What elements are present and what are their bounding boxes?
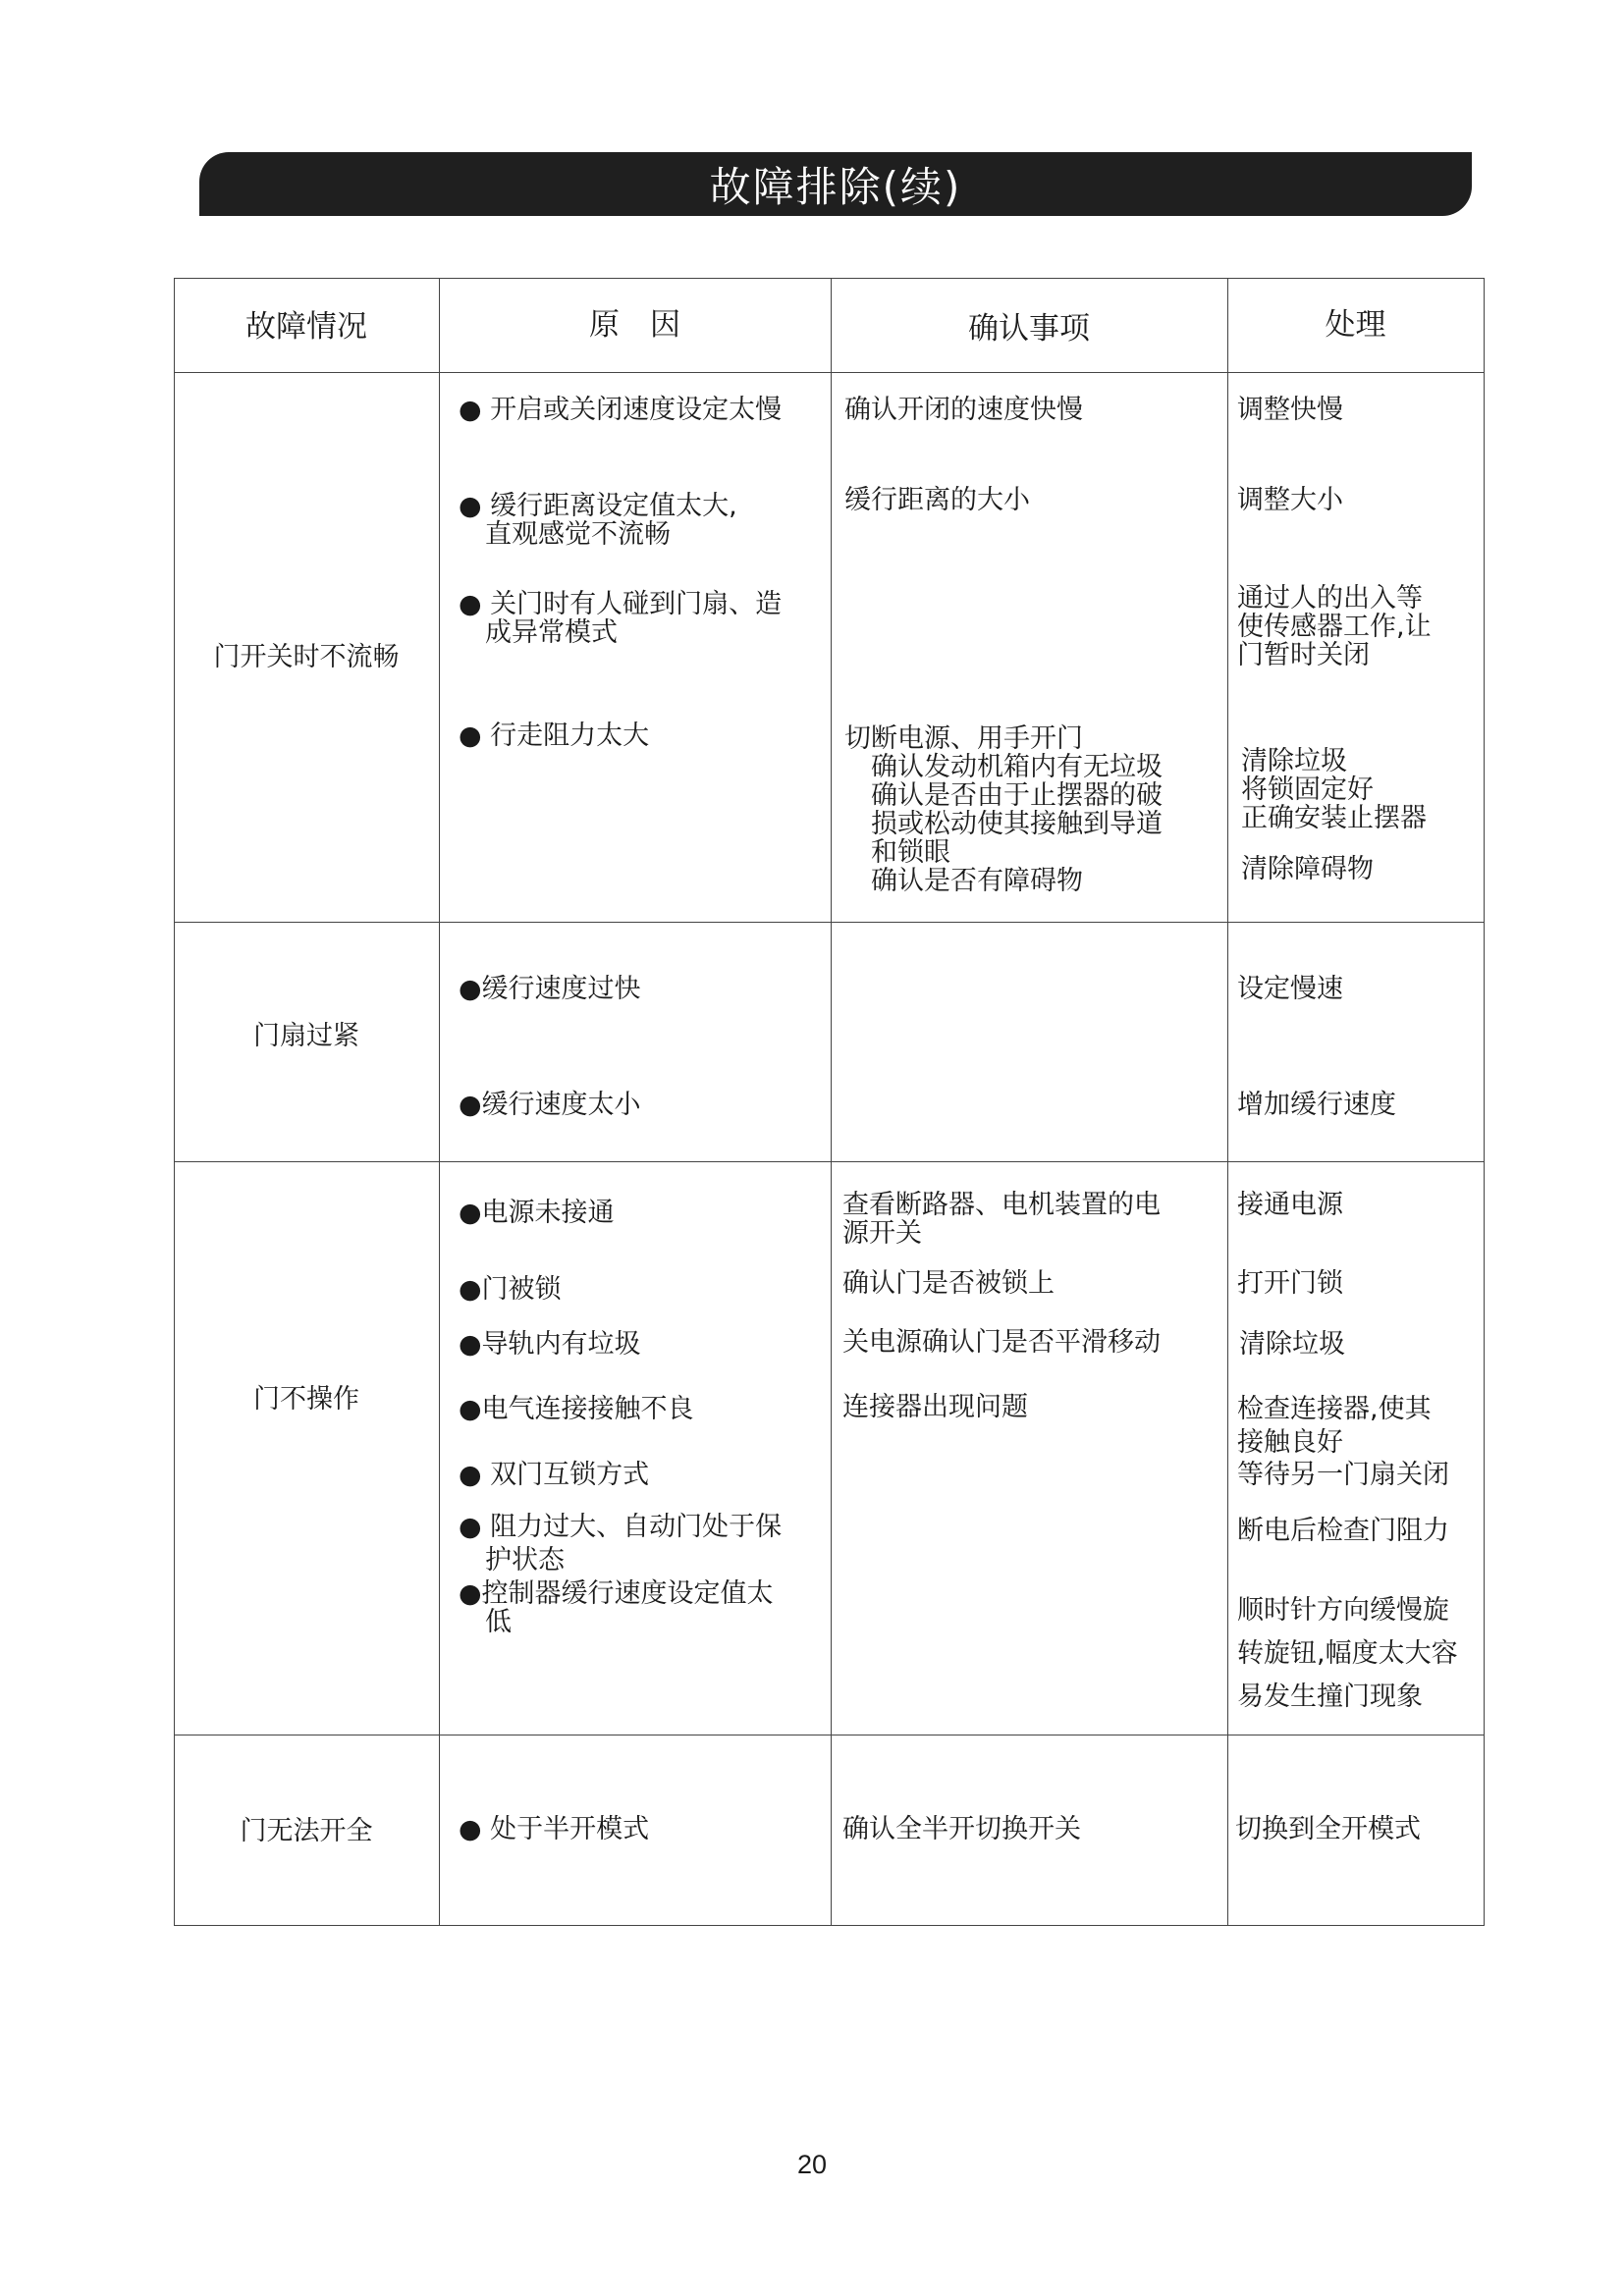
cause-item: ● 处于半开模式 [459, 1814, 650, 1844]
remedy-item: 增加缓行速度 [1237, 1090, 1396, 1120]
remedy-item: 清除垃圾 将锁固定好 正确安装止摆器 [1241, 746, 1427, 833]
check-item: 关电源确认门是否平滑移动 [842, 1327, 1161, 1358]
symptom-cell: 门无法开全 [240, 1816, 373, 1846]
header-check: 确认事项 [968, 311, 1090, 347]
page-number: 20 [796, 2150, 828, 2179]
check-item: 确认全半开切换开关 [842, 1814, 1081, 1844]
remedy-item: 顺时针方向缓慢旋 转旋钮,幅度太大容 易发生撞门现象 [1237, 1595, 1458, 1712]
cause-item: ●电气连接接触不良 [459, 1394, 694, 1424]
cause-item: ●缓行速度过快 [459, 974, 641, 1004]
remedy-item: 通过人的出入等 使传感器工作,让 门暂时关闭 [1237, 583, 1432, 670]
check-item: 切断电源、用手开门 确认发动机箱内有无垃圾 确认是否由于止摆器的破 损或松动使其接触到导道 和锁眼 确认是否有障碍物 [844, 723, 1163, 896]
cause-item: ● 双门互锁方式 [459, 1460, 650, 1490]
troubleshooting-table [174, 278, 1485, 1926]
symptom-cell: 门开关时不流畅 [213, 642, 400, 672]
remedy-item: 打开门锁 [1237, 1268, 1343, 1299]
remedy-item: 设定慢速 [1237, 974, 1343, 1004]
cause-item: ● 关门时有人碰到门扇、造 成异常模式 [459, 589, 783, 648]
header-cause: 原 因 [589, 307, 680, 343]
title-banner [199, 152, 1472, 216]
symptom-cell: 门扇过紧 [253, 1021, 359, 1051]
remedy-item: 清除垃圾 [1239, 1329, 1345, 1360]
cause-item: ● 缓行距离设定值太大, 直观感觉不流畅 [459, 491, 737, 550]
check-item: 连接器出现问题 [842, 1392, 1028, 1422]
check-item: 确认门是否被锁上 [842, 1268, 1055, 1299]
remedy-item: 清除障碍物 [1241, 854, 1374, 884]
cause-item: ●门被锁 [459, 1274, 562, 1305]
cause-item: ●缓行速度太小 [459, 1090, 641, 1120]
check-item: 确认开闭的速度快慢 [844, 395, 1083, 425]
check-item: 缓行距离的大小 [844, 485, 1030, 515]
cause-item: ●控制器缓行速度设定值太 低 [459, 1578, 774, 1637]
check-item: 查看断路器、电机装置的电 源开关 [842, 1190, 1161, 1249]
remedy-item: 调整快慢 [1237, 395, 1343, 425]
remedy-item: 调整大小 [1237, 485, 1343, 515]
remedy-item: 等待另一门扇关闭 [1237, 1460, 1449, 1490]
cause-item: ● 阻力过大、自动门处于保 护状态 [459, 1512, 783, 1575]
remedy-item: 接通电源 [1237, 1190, 1343, 1220]
remedy-item: 断电后检查门阻力 [1237, 1516, 1449, 1546]
cause-item: ● 行走阻力太大 [459, 721, 650, 751]
cause-item: ●导轨内有垃圾 [459, 1329, 641, 1360]
cause-item: ●电源未接通 [459, 1198, 615, 1228]
cause-item: ● 开启或关闭速度设定太慢 [459, 395, 783, 425]
symptom-cell: 门不操作 [253, 1384, 359, 1415]
remedy-item: 切换到全开模式 [1235, 1814, 1421, 1844]
remedy-item: 检查连接器,使其 接触良好 [1237, 1394, 1432, 1458]
header-symptom: 故障情况 [245, 309, 367, 345]
page-title: 故障排除(续) [709, 162, 962, 211]
header-remedy: 处理 [1325, 307, 1386, 343]
